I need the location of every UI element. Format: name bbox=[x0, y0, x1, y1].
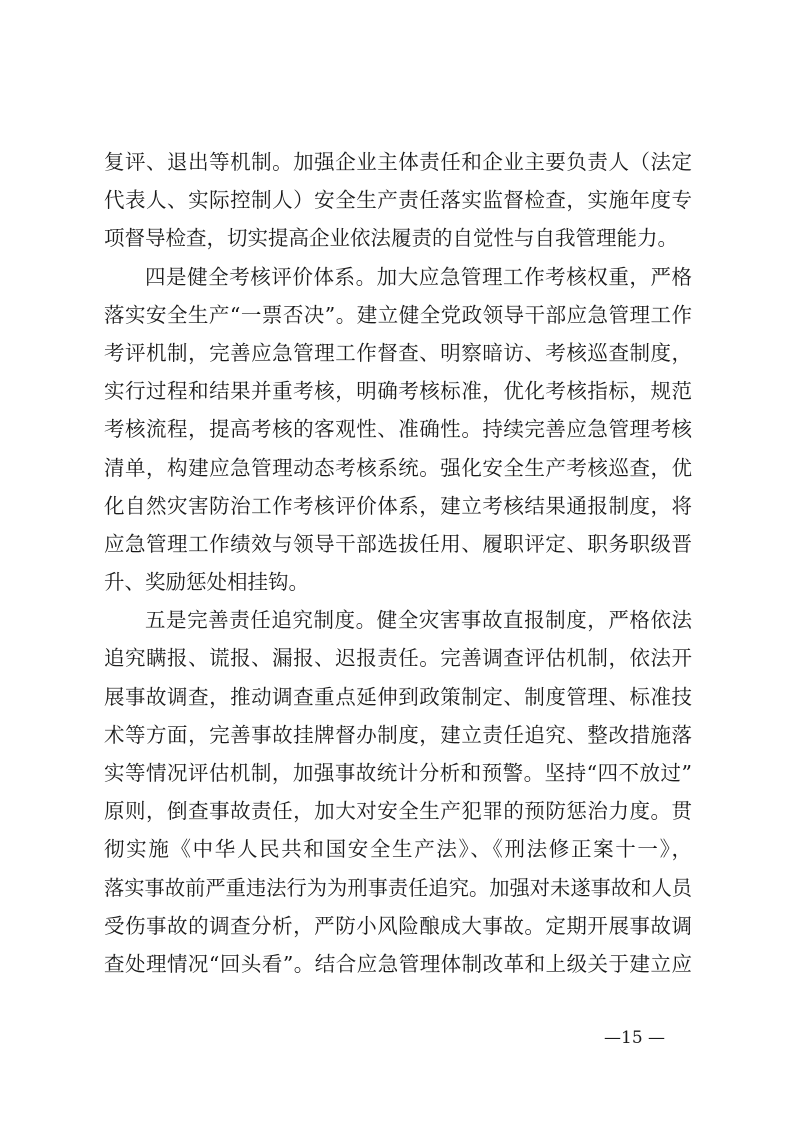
text-line: 彻实施《中华人民共和国安全生产法》、《刑法修正案十一》， bbox=[104, 837, 692, 862]
text-line: 五是完善责任追究制度。健全灾害事故直报制度，严格依法 bbox=[145, 608, 692, 633]
document-body bbox=[104, 143, 692, 983]
text-line: 考评机制，完善应急管理工作督查、明察暗访、考核巡查制度， bbox=[104, 340, 692, 365]
text-line: 代表人、实际控制人）安全生产责任落实监督检查，实施年度专 bbox=[104, 188, 692, 213]
text-line: 查处理情况“回头看”。结合应急管理体制改革和上级关于建立应 bbox=[104, 951, 692, 976]
text-line: 术等方面，完善事故挂牌督办制度，建立责任追究、整改措施落 bbox=[104, 722, 692, 747]
paragraph-2 bbox=[104, 258, 692, 602]
text-line: 受伤事故的调查分析，严防小风险酿成大事故。定期开展事故调 bbox=[104, 913, 692, 938]
text-line: 展事故调查，推动调查重点延伸到政策制定、制度管理、标准技 bbox=[104, 684, 692, 709]
text-line: 应急管理工作绩效与领导干部选拔任用、履职评定、职务职级晋 bbox=[104, 531, 692, 556]
text-line: 清单，构建应急管理动态考核系统。强化安全生产考核巡查，优 bbox=[104, 455, 692, 480]
text-line: 实等情况评估机制，加强事故统计分析和预警。坚持“四不放过” bbox=[104, 761, 692, 785]
text-line: 化自然灾害防治工作考核评价体系，建立考核结果通报制度，将 bbox=[104, 493, 692, 518]
paragraph-1 bbox=[104, 143, 692, 258]
text-line: 四是健全考核评价体系。加大应急管理工作考核权重，严格 bbox=[145, 264, 692, 289]
text-line: 复评、退出等机制。加强企业主体责任和企业主要负责人（法定 bbox=[104, 150, 692, 174]
text-line: 实行过程和结果并重考核，明确考核标准，优化考核指标，规范 bbox=[104, 379, 692, 404]
text-line: 考核流程，提高考核的客观性、准确性。持续完善应急管理考核 bbox=[104, 417, 692, 442]
paragraph-3 bbox=[104, 601, 692, 983]
text-line: 升、奖励惩处相挂钩。 bbox=[104, 570, 309, 595]
text-line: 落实事故前严重违法行为为刑事责任追究。加强对未遂事故和人员 bbox=[104, 875, 692, 900]
text-line: 追究瞒报、谎报、漏报、迟报责任。完善调查评估机制，依法开 bbox=[104, 646, 692, 671]
page-number: —15 — bbox=[604, 1028, 666, 1048]
text-line: 项督导检查，切实提高企业依法履责的自觉性与自我管理能力。 bbox=[104, 226, 678, 251]
text-line: 落实安全生产“一票否决”。建立健全党政领导干部应急管理工作 bbox=[104, 302, 692, 327]
text-line: 原则，倒查事故责任，加大对安全生产犯罪的预防惩治力度。贯 bbox=[104, 799, 692, 824]
